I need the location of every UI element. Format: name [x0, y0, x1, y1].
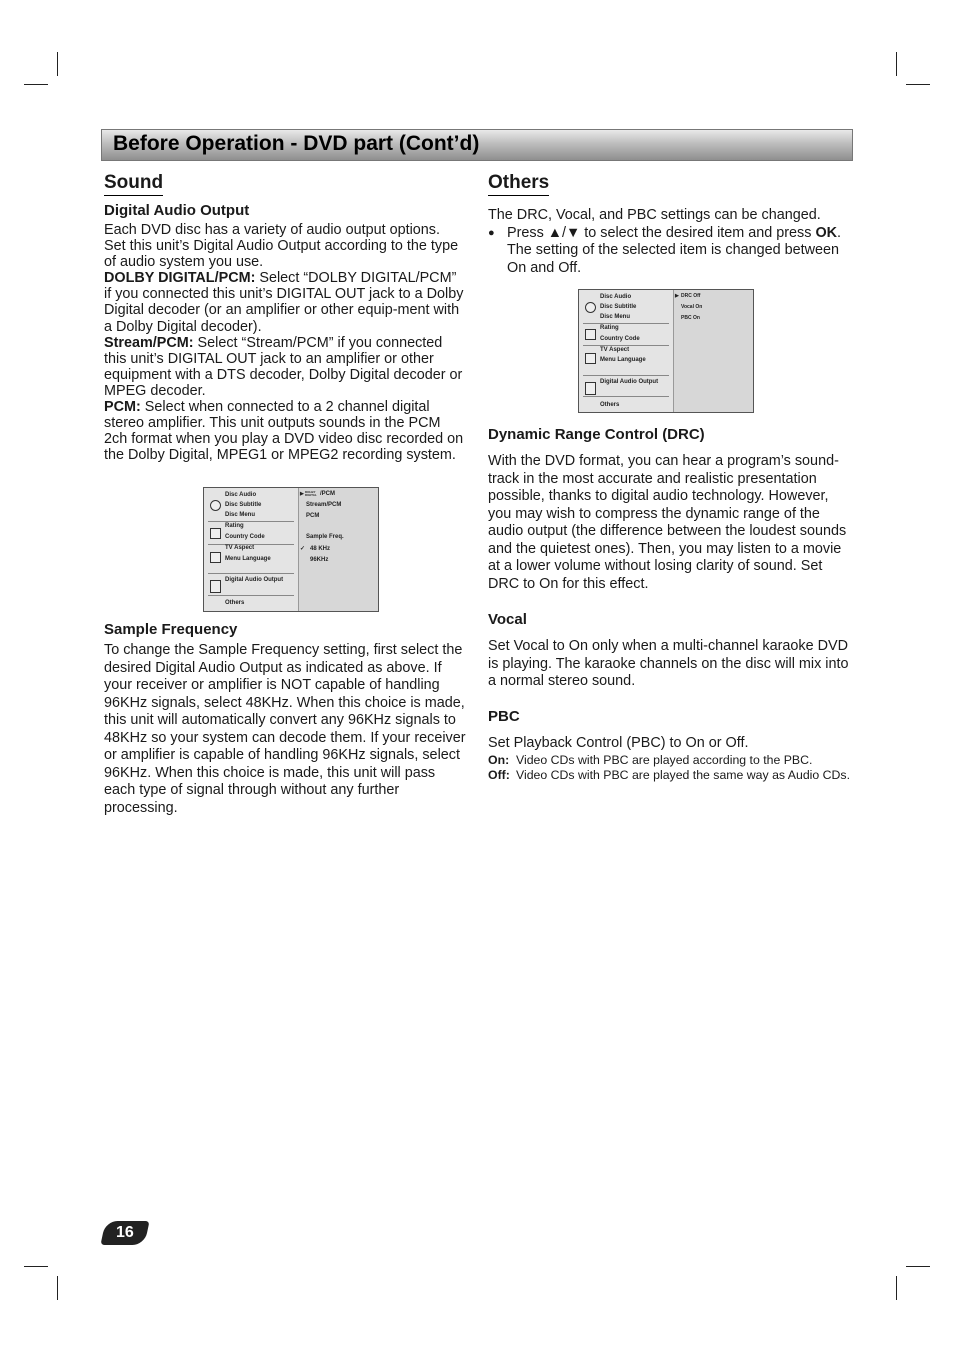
- option: Vocal On: [681, 304, 703, 310]
- menu-divider: [583, 345, 669, 346]
- others-title: Others: [488, 172, 549, 196]
- disc-icon: [210, 500, 221, 511]
- sample-frequency-section: [104, 621, 466, 817]
- menu-item: Disc Menu: [225, 512, 256, 518]
- pbc-off-label: Off:: [488, 768, 510, 782]
- page-number-badge: [100, 1221, 149, 1245]
- disc-icon: [585, 302, 596, 313]
- dao-intro: Each DVD disc has a variety of audio output options. Set this unit’s Digital Audio Output according to the type of audio system you use.: [104, 222, 459, 271]
- menu-item: Disc Audio: [600, 294, 632, 300]
- pbc-off-text: Video CDs with PBC are played the same way as Audio CDs.: [516, 768, 850, 782]
- sound-menu-screenshot: [203, 487, 379, 612]
- page-header: [101, 129, 853, 161]
- speaker-icon: [210, 580, 221, 593]
- sf-title: Sample Frequency: [104, 621, 238, 638]
- menu-divider: [208, 573, 294, 574]
- arrow-icon: ▶: [300, 491, 304, 497]
- crop-mark: [896, 52, 897, 76]
- lock-icon: [585, 329, 596, 340]
- others-menu-screenshot: [578, 289, 754, 413]
- page-title: Before Operation - DVD part (Cont’d): [113, 132, 480, 155]
- dao-stream: Stream/PCM: Select “Stream/PCM” if you connected this unit’s DIGITAL OUT jack to an amplifier or other equipment with a DTS decoder, Dolby Digital decoder or MPEG decoder.: [104, 334, 463, 399]
- vocal-section: [488, 611, 852, 691]
- dao-title: Digital Audio Output: [104, 202, 250, 219]
- menu-item: Disc Audio: [225, 492, 257, 498]
- menu-divider: [583, 375, 669, 376]
- menu-divider: [583, 323, 669, 324]
- up-down-arrow-icon: ▲/▼: [547, 224, 581, 241]
- others-instruction: Press ▲/▼ to select the desired item and press OK. The setting of the selected item is changed between On and Off.: [507, 224, 842, 276]
- crop-mark: [896, 1276, 897, 1300]
- menu-divider: [583, 396, 669, 397]
- menu-item: TV Aspect: [600, 347, 630, 353]
- crop-mark: [906, 1266, 930, 1267]
- option: PCM: [306, 513, 320, 519]
- menu-item: TV Aspect: [225, 545, 255, 551]
- page-number: 16: [116, 1224, 134, 1241]
- pbc-off: [488, 768, 852, 784]
- vocal-text: Set Vocal to On only when a multi-channel karaoke DVD is playing. The karaoke channels on the disc will mix into a normal stereo sound.: [488, 638, 849, 689]
- option: DRC Off: [681, 293, 701, 299]
- arrow-icon: ▶: [675, 293, 679, 299]
- menu-item: Menu Language: [600, 357, 646, 363]
- others-bullet: [488, 225, 850, 278]
- menu-item: Others: [225, 600, 245, 606]
- pbc-text: Set Playback Control (PBC) to On or Off.: [488, 735, 749, 751]
- vocal-title: Vocal: [488, 611, 527, 628]
- option: Stream/PCM: [306, 502, 342, 508]
- pbc-title: PBC: [488, 708, 520, 725]
- sound-section: [104, 172, 464, 463]
- menu-item: Disc Menu: [600, 314, 631, 320]
- sound-title: Sound: [104, 172, 163, 196]
- lock-icon: [210, 528, 221, 539]
- check-icon: ✓: [300, 546, 306, 552]
- bullet-icon: ●: [488, 226, 495, 239]
- option: 48 KHz: [310, 546, 331, 552]
- menu-item: Disc Subtitle: [225, 502, 262, 508]
- option: Sample Freq.: [306, 534, 344, 540]
- menu-item: Rating: [600, 325, 619, 331]
- menu-item: Rating: [225, 523, 244, 529]
- menu-item: Country Code: [225, 534, 265, 540]
- dao-dolby: DOLBY DIGITAL/PCM: Select “DOLBY DIGITAL/PCM” if you connected this unit’s DIGITAL OUT jack to a Dolby Digital decoder (or an amplifier or other equip-ment with a Dolby Digital decoder).: [104, 270, 464, 335]
- option: /PCM: [320, 491, 335, 497]
- pbc-on: [488, 753, 852, 769]
- drc-section: [488, 426, 852, 593]
- tv-icon: [210, 552, 221, 563]
- option: 96KHz: [310, 557, 329, 563]
- crop-mark: [24, 1266, 48, 1267]
- crop-mark: [57, 52, 58, 76]
- menu-item-selected: Digital Audio Output: [225, 577, 284, 583]
- drc-title: Dynamic Range Control (DRC): [488, 426, 705, 443]
- tv-icon: [585, 353, 596, 364]
- dolby-logo: DOLBY DIGITAL: [305, 490, 317, 497]
- menu-divider: [208, 521, 294, 522]
- crop-mark: [24, 84, 48, 85]
- menu-item-selected: Others: [600, 402, 620, 408]
- menu-item: Menu Language: [225, 556, 271, 562]
- menu-item: Digital Audio Output: [600, 379, 659, 385]
- menu-item: Disc Subtitle: [600, 304, 637, 310]
- sf-text: To change the Sample Frequency setting, first select the desired Digital Audio Output as indicated as above. If your receiver or amplifier is NOT capable of handling 96KHz signals, select 48KHz. When this choice is made, this unit will automatically convert any 96KHz signals to 48KHz so your system can decode them. If your receiver or amplifier is capable of handling 96KHz signals, select 96KHz. When this choice is made, this unit will pass each type of signal through without any further processing.: [104, 642, 466, 816]
- menu-item: Country Code: [600, 336, 640, 342]
- crop-mark: [906, 84, 930, 85]
- drc-text: With the DVD format, you can hear a program’s sound-track in the most accurate and realistic presentation possible, thanks to digital audio technology. However, you may wish to compress the dynamic range of the audio output (the difference between the loudest sounds and the quietest ones). Then, you may listen to a movie at a lower volume without losing clarity of sound. Set DRC to On for this effect.: [488, 453, 847, 592]
- pbc-section: [488, 708, 852, 784]
- others-section: [488, 172, 850, 277]
- others-intro: The DRC, Vocal, and PBC settings can be changed.: [488, 207, 821, 223]
- option: PBC On: [681, 315, 700, 321]
- pbc-on-label: On:: [488, 752, 510, 767]
- dao-pcm: PCM: Select when connected to a 2 channel digital stereo amplifier. This unit outputs sounds in the PCM 2ch format when you play a DVD video disc recorded on the Dolby Digital, MPEG1 or MPEG2 recording system.: [104, 399, 464, 464]
- speaker-icon: [585, 382, 596, 395]
- menu-divider: [208, 595, 294, 596]
- crop-mark: [57, 1276, 58, 1300]
- pbc-on-text: Video CDs with PBC are played according to the PBC.: [516, 752, 813, 767]
